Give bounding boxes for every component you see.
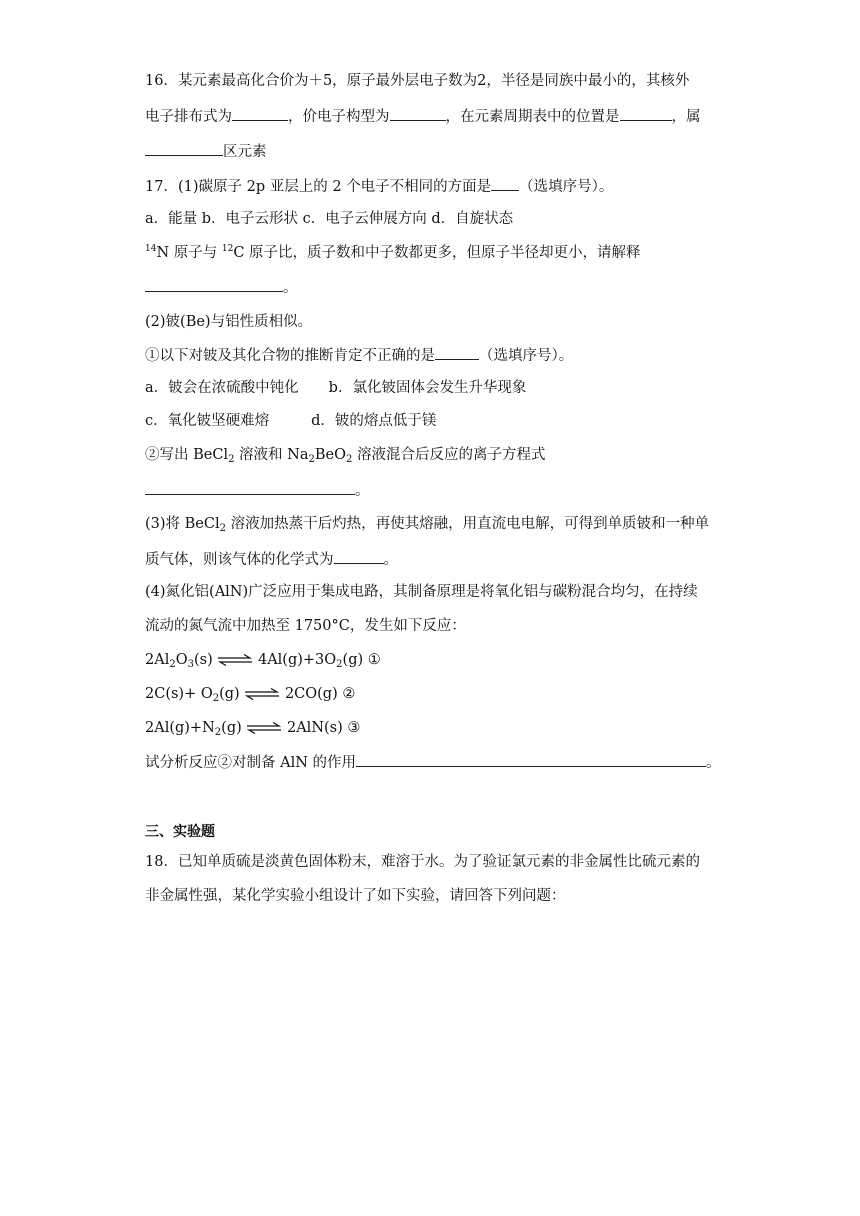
q17-part3-line2: [145, 549, 398, 570]
q17-part3-line1: [145, 514, 709, 534]
text: BeO: [314, 447, 347, 463]
q17-c-text: C 原子比，质子数和中子数都更多，但原子半径却更小，请解释: [233, 245, 641, 261]
q17-explain-line: [145, 277, 298, 298]
section-title: [145, 822, 215, 842]
text: 质气体，则该气体的化学式为: [145, 552, 334, 568]
answer-blank[interactable]: [620, 106, 672, 121]
subscript: 2: [308, 454, 315, 465]
text: ②写出 BeCl: [145, 447, 229, 463]
q17-part4-line2: [145, 616, 466, 636]
subscript: 2: [212, 693, 220, 704]
text: 2C(s)+ O: [145, 686, 213, 702]
text: O: [175, 652, 188, 668]
text: (3)将 BeCl: [145, 516, 220, 532]
option-d: d．铍的熔点低于镁: [311, 413, 437, 429]
q16-text-2b: ，价电子构型为: [288, 109, 390, 125]
text: 流动的氮气流中加热至 1750°C，发生如下反应：: [145, 618, 466, 634]
q16-text-1: 16．某元素最高化合价为＋5，原子最外层电子数为2，半径是同族中最小的，其核外: [145, 73, 690, 89]
text: 2CO(g) ②: [284, 686, 356, 702]
text: (g): [219, 686, 240, 702]
answer-blank[interactable]: [232, 106, 288, 121]
q17-part2: [145, 312, 312, 332]
text: (g): [221, 720, 242, 736]
reaction-1: [145, 650, 381, 670]
q17-n-line: [145, 243, 641, 263]
q17-part2-1: [145, 345, 573, 366]
text: 溶液混合后反应的离子方程式: [352, 447, 546, 463]
period: 。: [383, 552, 398, 568]
q18-text-2: 非金属性强，某化学实验小组设计了如下实验，请回答下列问题：: [145, 888, 566, 904]
subscript: 3: [187, 659, 194, 670]
q16-line1: [145, 71, 689, 91]
answer-blank[interactable]: [356, 752, 706, 767]
text: 2Al(g)+N: [145, 720, 215, 736]
q17-options1: [145, 209, 513, 229]
q17-part1: [145, 176, 613, 197]
period: 。: [355, 483, 370, 499]
q17-options-ab: [145, 378, 526, 398]
equilibrium-arrow-icon: [244, 688, 280, 700]
text: (g) ①: [342, 652, 381, 668]
subscript: 2: [346, 454, 353, 465]
q17-text-1: 17．(1)碳原子 2p 亚层上的 2 个电子不相同的方面是: [145, 179, 492, 195]
q18-line1: [145, 852, 700, 872]
text: 2AlN(s) ③: [286, 720, 361, 736]
q17-options-text: a．能量 b．电子云形状 c．电子云伸展方向 d．自旋状态: [145, 211, 514, 227]
subscript: 2: [214, 727, 222, 738]
q16-text-2c: ，在元素周期表中的位置是: [445, 109, 620, 125]
q16-text-2a: 电子排布式为: [145, 109, 232, 125]
equilibrium-arrow-icon: [246, 722, 282, 734]
superscript: 12: [221, 244, 234, 254]
q17-part2-1-end: （选填序号）。: [479, 348, 574, 364]
text: 溶液和 Na: [234, 447, 309, 463]
superscript: 14: [145, 244, 157, 254]
subscript: 2: [228, 454, 235, 465]
equilibrium-arrow-icon: [217, 654, 253, 666]
q16-line3: [145, 141, 267, 162]
period: 。: [283, 280, 298, 296]
answer-blank[interactable]: [145, 277, 283, 292]
q16-text-3: 区元素: [223, 144, 267, 160]
option-c: c．氧化铍坚硬难熔: [145, 413, 270, 429]
answer-blank[interactable]: [145, 141, 223, 156]
answer-blank[interactable]: [390, 106, 446, 121]
subscript: 2: [219, 523, 226, 534]
reaction-3: [145, 718, 360, 738]
q18-text-1: 18．已知单质硫是淡黄色固体粉末，难溶于水。为了验证氯元素的非金属性比硫元素的: [145, 854, 700, 870]
answer-blank[interactable]: [145, 480, 355, 495]
text: 溶液加热蒸干后灼热，再使其熔融，用直流电电解，可得到单质铍和一种单: [226, 516, 710, 532]
text: (4)氮化铝(AlN)广泛应用于集成电路，其制备原理是将氧化铝与碳粉混合均匀，在持续: [145, 584, 698, 600]
text: 4Al(g)+3O: [257, 652, 337, 668]
q17-n-text: N 原子与: [156, 245, 222, 261]
q17-part2-2: [145, 445, 546, 465]
q17-part4-question: [145, 752, 721, 773]
q17-options-cd: [145, 411, 436, 431]
q17-part4-line1: [145, 582, 698, 602]
option-a: a．铍会在浓硫酸中钝化: [145, 380, 299, 396]
option-b: b．氯化铍固体会发生升华现象: [328, 380, 527, 396]
text: 2Al: [145, 652, 170, 668]
q17-text-1-end: （选填序号）。: [519, 179, 614, 195]
subscript: 2: [169, 659, 176, 670]
q17-part2-text: (2)铍(Be)与铝性质相似。: [145, 314, 313, 330]
answer-blank[interactable]: [435, 345, 479, 360]
q16-line2: [145, 106, 701, 127]
text: 试分析反应②对制备 AlN 的作用: [145, 755, 357, 771]
q17-part2-1-text: ①以下对铍及其化合物的推断肯定不正确的是: [145, 348, 435, 364]
q16-text-2d: ，属: [671, 109, 701, 125]
q18-line2: [145, 886, 566, 906]
q17-equation-blank-line: [145, 480, 370, 501]
period: 。: [706, 755, 721, 771]
section-title-text: 三、实验题: [145, 824, 215, 840]
reaction-2: [145, 684, 355, 704]
answer-blank[interactable]: [334, 549, 384, 564]
text: (s): [193, 652, 213, 668]
answer-blank[interactable]: [491, 176, 519, 191]
subscript: 2: [336, 659, 343, 670]
